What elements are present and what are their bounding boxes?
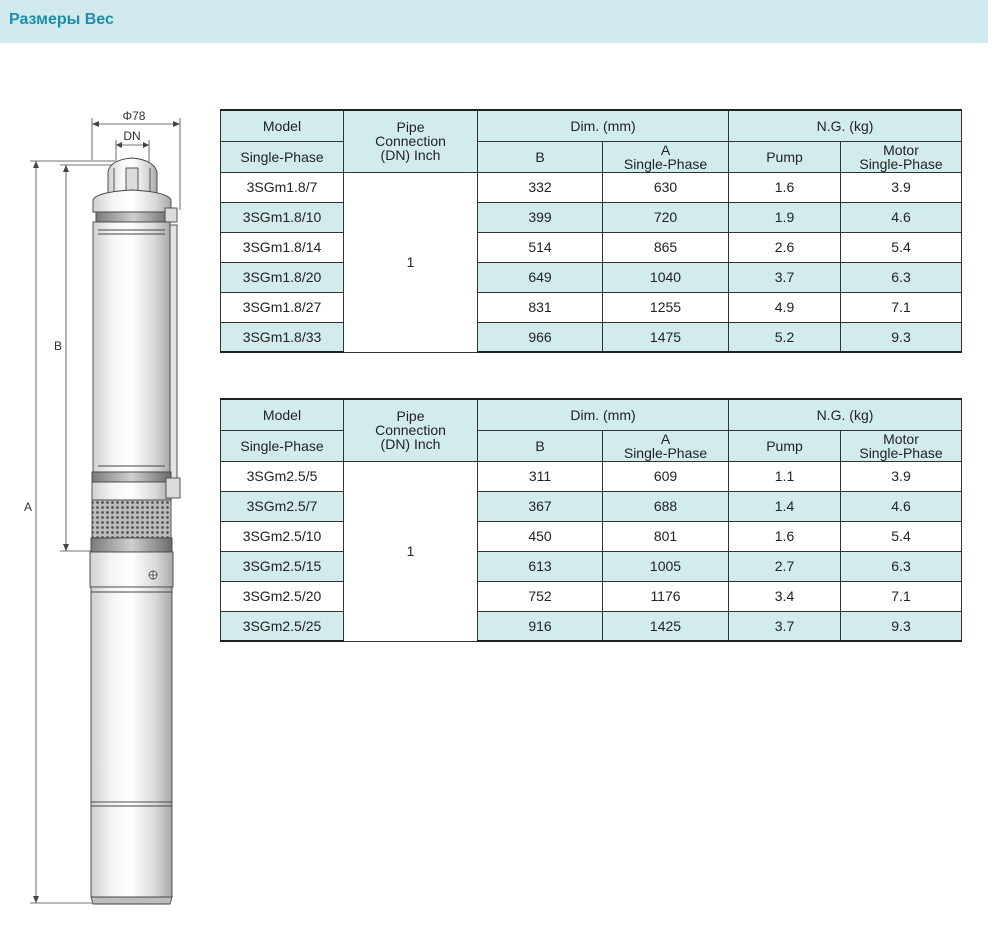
model-cell: 3SGm2.5/20 (221, 581, 344, 611)
model-cell: 3SGm1.8/27 (221, 292, 344, 322)
motor-header-line2: Single-Phase (859, 155, 943, 172)
motor-weight-cell: 7.1 (841, 292, 962, 322)
a-cell: 609 (603, 461, 729, 491)
table-row (221, 202, 962, 232)
b-cell: 311 (478, 461, 603, 491)
b-cell: 514 (478, 232, 603, 262)
section-title: Размеры Вес (9, 11, 114, 28)
motor-weight-cell: 5.4 (841, 232, 962, 262)
pump-weight-cell: 5.2 (729, 322, 841, 352)
motor-weight-cell: 3.9 (841, 172, 962, 202)
b-cell: 916 (478, 611, 603, 641)
table-row (221, 322, 962, 352)
pump-weight-cell: 3.7 (729, 262, 841, 292)
pump-body (90, 158, 180, 904)
b-cell: 831 (478, 292, 603, 322)
single-phase-header: Single-Phase (221, 141, 344, 172)
b-cell: 966 (478, 322, 603, 352)
subheader-row (221, 141, 962, 172)
pipe-header (344, 399, 478, 461)
pipe-cell: 1 (344, 461, 478, 641)
pump-weight-cell: 3.4 (729, 581, 841, 611)
a-cell: 1176 (603, 581, 729, 611)
b-dimension-label: B (53, 339, 63, 353)
model-cell: 3SGm2.5/7 (221, 491, 344, 521)
motor-weight-cell: 5.4 (841, 521, 962, 551)
pipe-header (344, 110, 478, 172)
b-cell: 332 (478, 172, 603, 202)
ng-header: N.G. (kg) (729, 110, 962, 141)
pump-header: Pump (729, 141, 841, 172)
single-phase-header: Single-Phase (221, 430, 344, 461)
pipe-header-line2: Connection (375, 133, 446, 150)
b-cell: 367 (478, 491, 603, 521)
pipe-header-line1: Pipe (396, 119, 425, 136)
pipe-header-line3: (DN) Inch (380, 436, 441, 453)
b-cell: 649 (478, 262, 603, 292)
model-cell: 3SGm1.8/7 (221, 172, 344, 202)
table-row (221, 262, 962, 292)
table-row (221, 232, 962, 262)
a-dimension-label: A (23, 500, 33, 514)
b-cell: 752 (478, 581, 603, 611)
motor-weight-cell: 9.3 (841, 611, 962, 641)
model-cell: 3SGm2.5/25 (221, 611, 344, 641)
table-row (221, 581, 962, 611)
pump-weight-cell: 1.1 (729, 461, 841, 491)
pump-weight-cell: 1.6 (729, 172, 841, 202)
pump-weight-cell: 2.7 (729, 551, 841, 581)
motor-weight-cell: 6.3 (841, 551, 962, 581)
a-cell: 865 (603, 232, 729, 262)
pump-weight-cell: 3.7 (729, 611, 841, 641)
a-cell: 1255 (603, 292, 729, 322)
a-header-line2: Single-Phase (623, 155, 708, 172)
header-row (221, 110, 962, 141)
a-cell: 688 (603, 491, 729, 521)
motor-weight-cell: 3.9 (841, 461, 962, 491)
a-cell: 720 (603, 202, 729, 232)
ng-header: N.G. (kg) (729, 399, 962, 430)
b-header: B (478, 430, 603, 461)
model-cell: 3SGm2.5/10 (221, 521, 344, 551)
pipe-header-line3: (DN) Inch (380, 147, 441, 164)
table-row (221, 611, 962, 641)
motor-header-line2: Single-Phase (859, 444, 943, 461)
motor-weight-cell: 4.6 (841, 202, 962, 232)
motor-weight-cell: 4.6 (841, 491, 962, 521)
pipe-cell: 1 (344, 172, 478, 352)
table-row (221, 491, 962, 521)
header-row (221, 399, 962, 430)
model-cell: 3SGm1.8/20 (221, 262, 344, 292)
table-row (221, 551, 962, 581)
b-cell: 450 (478, 521, 603, 551)
spec-table-1 (220, 109, 962, 353)
pump-weight-cell: 4.9 (729, 292, 841, 322)
pump-weight-cell: 1.6 (729, 521, 841, 551)
subheader-row (221, 430, 962, 461)
a-cell: 1040 (603, 262, 729, 292)
table-row (221, 172, 962, 202)
motor-header-line1: Motor (883, 430, 919, 447)
dn-label: DN (123, 129, 141, 143)
b-header: B (478, 141, 603, 172)
motor-weight-cell: 6.3 (841, 262, 962, 292)
dim-header: Dim. (mm) (478, 110, 729, 141)
a-header (603, 141, 729, 172)
a-header-line1: A (660, 430, 671, 447)
pipe-header-line1: Pipe (396, 408, 425, 425)
a-header-line2: Single-Phase (623, 444, 708, 461)
a-header (603, 430, 729, 461)
table-row (221, 521, 962, 551)
model-cell: 3SGm2.5/5 (221, 461, 344, 491)
a-cell: 1005 (603, 551, 729, 581)
pump-weight-cell: 1.4 (729, 491, 841, 521)
motor-weight-cell: 9.3 (841, 322, 962, 352)
a-cell: 1475 (603, 322, 729, 352)
a-cell: 801 (603, 521, 729, 551)
dim-header: Dim. (mm) (478, 399, 729, 430)
motor-weight-cell: 7.1 (841, 581, 962, 611)
a-cell: 630 (603, 172, 729, 202)
b-cell: 399 (478, 202, 603, 232)
model-cell: 3SGm1.8/33 (221, 322, 344, 352)
pump-weight-cell: 1.9 (729, 202, 841, 232)
spec-table-2 (220, 398, 962, 642)
pump-weight-cell: 2.6 (729, 232, 841, 262)
pipe-header-line2: Connection (375, 422, 446, 439)
table-row (221, 292, 962, 322)
model-header: Model (221, 110, 344, 141)
table-row (221, 461, 962, 491)
model-header: Model (221, 399, 344, 430)
pump-header: Pump (729, 430, 841, 461)
motor-header (841, 141, 962, 172)
model-cell: 3SGm1.8/10 (221, 202, 344, 232)
diameter-label: Φ78 (122, 109, 146, 123)
a-cell: 1425 (603, 611, 729, 641)
model-cell: 3SGm1.8/14 (221, 232, 344, 262)
motor-header (841, 430, 962, 461)
motor-header-line1: Motor (883, 141, 919, 158)
b-cell: 613 (478, 551, 603, 581)
model-cell: 3SGm2.5/15 (221, 551, 344, 581)
a-header-line1: A (660, 141, 671, 158)
